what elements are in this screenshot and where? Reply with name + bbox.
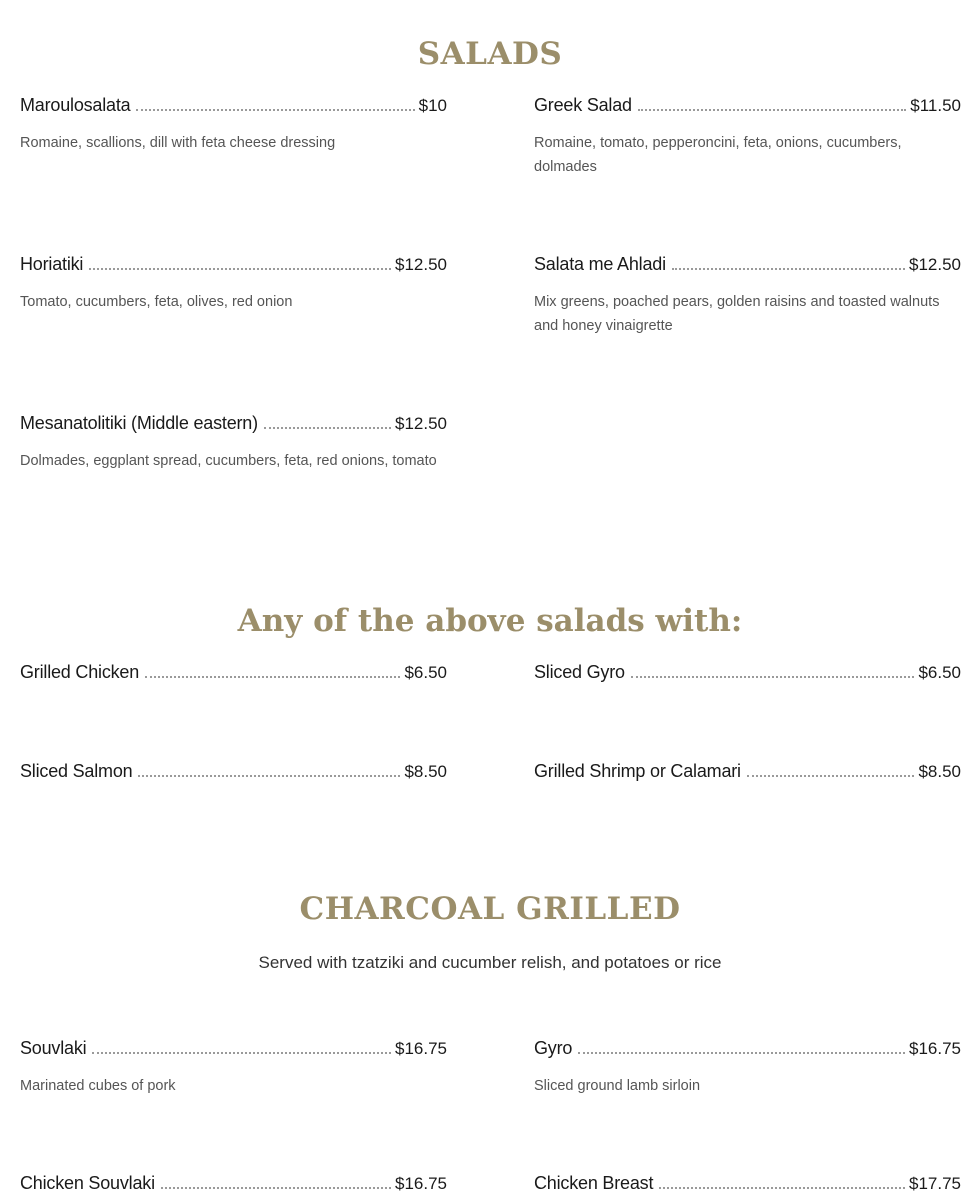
- dot-leader: [672, 267, 905, 270]
- item-description: Mix greens, poached pears, golden raisins and toasted walnuts and honey vinaigrette: [534, 294, 940, 334]
- item-price: $17.75: [909, 1174, 961, 1193]
- menu-item-grilled-chicken: [20, 662, 447, 683]
- menu-item-shrimp-calamari: [534, 761, 961, 782]
- menu-item-sliced-gyro: [534, 662, 961, 683]
- item-description: Romaine, tomato, pepperoncini, feta, onions, cucumbers, dolmades: [534, 135, 902, 175]
- dot-leader: [659, 1186, 905, 1189]
- menu-item-souvlaki: [20, 1038, 447, 1098]
- item-name: Grilled Shrimp or Calamari: [534, 761, 741, 781]
- item-price: $6.50: [918, 663, 961, 682]
- item-name: Grilled Chicken: [20, 662, 140, 682]
- section-title-salads: SALADS: [417, 36, 563, 72]
- dot-leader: [747, 774, 915, 777]
- dot-leader: [161, 1186, 391, 1189]
- dot-leader: [631, 675, 915, 678]
- item-description: Tomato, cucumbers, feta, olives, red onion: [20, 294, 293, 310]
- item-name: Mesanatolitiki (Middle eastern): [20, 413, 258, 433]
- dot-leader: [92, 1051, 391, 1054]
- item-name: Sliced Salmon: [20, 761, 133, 781]
- item-price: $8.50: [404, 762, 447, 781]
- item-price: $8.50: [918, 762, 961, 781]
- dot-leader: [136, 108, 414, 111]
- dot-leader: [638, 108, 906, 111]
- section-title-grill: CHARCOAL GRILLED: [299, 891, 681, 927]
- menu-item-chicken-souvlaki: [20, 1173, 447, 1194]
- item-price: $12.50: [395, 255, 447, 274]
- item-description: Marinated cubes of pork: [20, 1078, 176, 1094]
- dot-leader: [264, 426, 391, 429]
- item-description: Romaine, scallions, dill with feta cheese dressing: [20, 135, 336, 151]
- item-name: Horiatiki: [20, 254, 84, 274]
- item-description: Sliced ground lamb sirloin: [534, 1078, 701, 1094]
- menu-item-chicken-breast: [534, 1173, 961, 1194]
- menu-item-maroulosalata: [20, 95, 447, 155]
- item-price: $10: [418, 96, 447, 115]
- section-subtitle-grill: Served with tzatziki and cucumber relish, and potatoes or rice: [258, 953, 722, 972]
- item-name: Maroulosalata: [20, 95, 131, 115]
- item-name: Souvlaki: [20, 1038, 87, 1058]
- item-price: $16.75: [395, 1039, 447, 1058]
- item-price: $12.50: [395, 414, 447, 433]
- item-price: $11.50: [910, 96, 961, 115]
- menu-item-horiatiki: [20, 254, 447, 314]
- menu-item-gyro: [534, 1038, 961, 1098]
- item-price: $16.75: [395, 1174, 447, 1193]
- item-price: $12.50: [909, 255, 961, 274]
- menu-item-mesanatolitiki: [20, 413, 447, 473]
- item-price: $16.75: [909, 1039, 961, 1058]
- dot-leader: [138, 774, 400, 777]
- item-name: Gyro: [534, 1038, 573, 1058]
- menu-item-greek-salad: [534, 95, 961, 179]
- dot-leader: [145, 675, 400, 678]
- item-name: Salata me Ahladi: [534, 254, 666, 274]
- item-name: Chicken Breast: [534, 1173, 654, 1193]
- menu-item-salata-me-ahladi: [534, 254, 961, 338]
- dot-leader: [89, 267, 391, 270]
- section-title-addons: Any of the above salads with:: [237, 603, 743, 639]
- item-name: Chicken Souvlaki: [20, 1173, 155, 1193]
- dot-leader: [578, 1051, 905, 1054]
- item-description: Dolmades, eggplant spread, cucumbers, feta, red onions, tomato: [20, 453, 437, 469]
- item-price: $6.50: [404, 663, 447, 682]
- item-name: Sliced Gyro: [534, 662, 625, 682]
- item-name: Greek Salad: [534, 95, 632, 115]
- menu-item-sliced-salmon: [20, 761, 447, 782]
